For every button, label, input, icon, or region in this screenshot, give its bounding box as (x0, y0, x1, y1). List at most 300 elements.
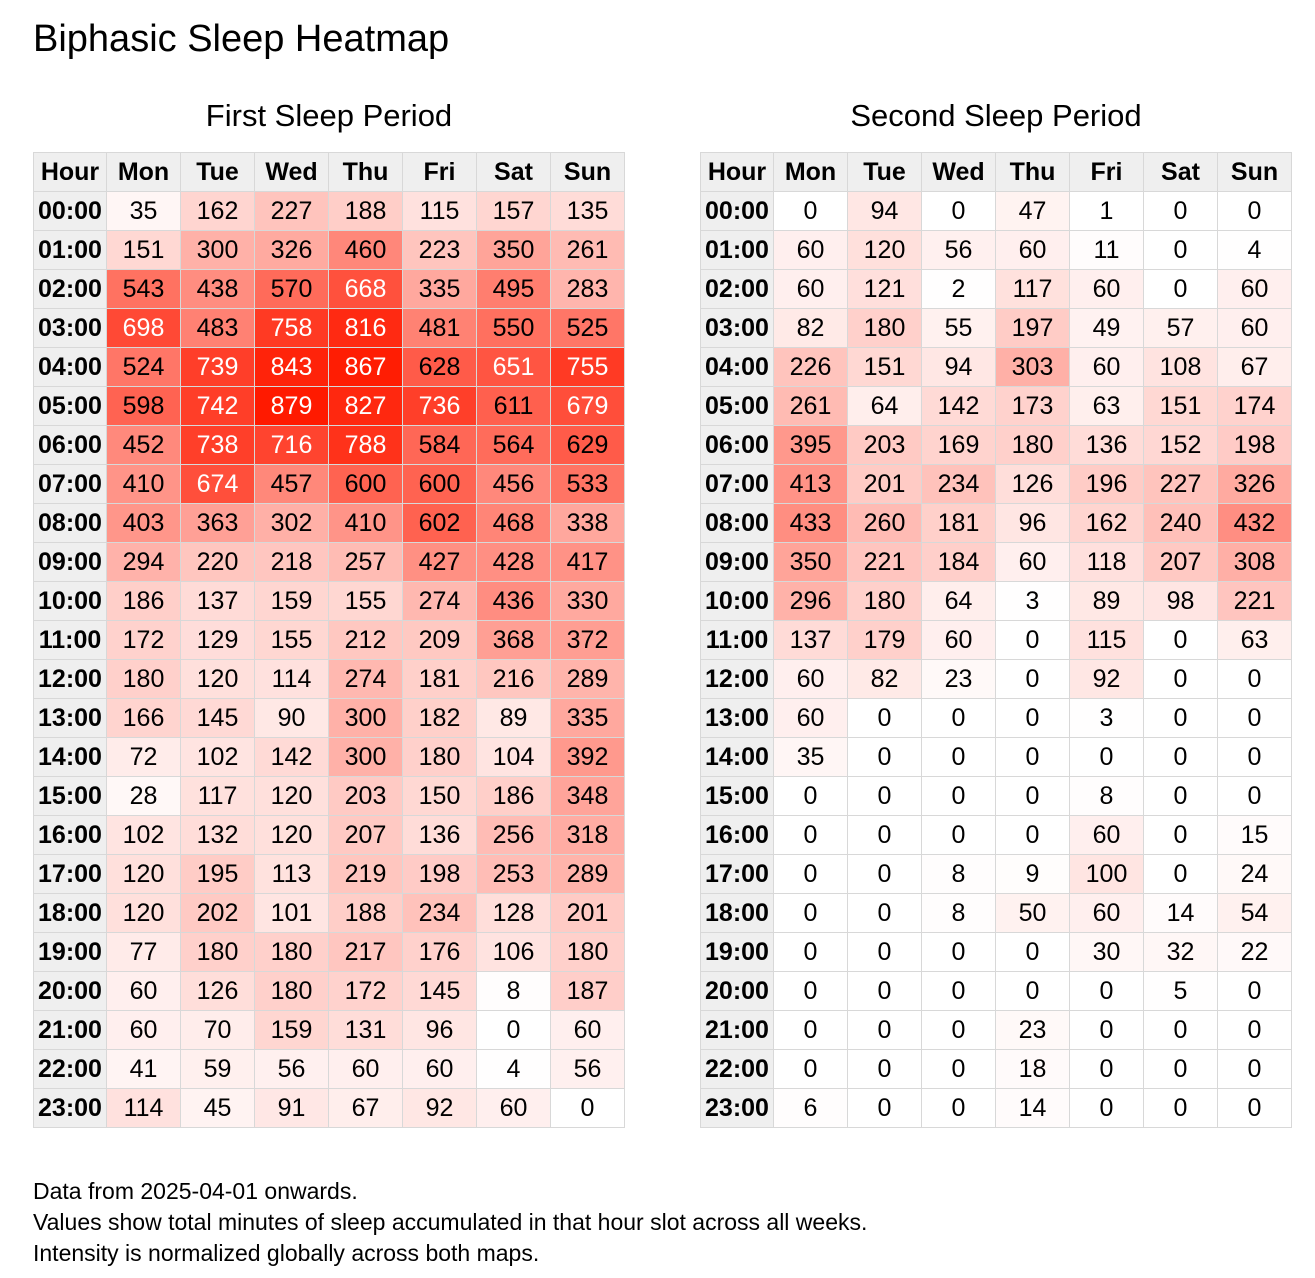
heatmap-cell: 460 (329, 231, 403, 270)
heatmap-cell: 274 (329, 660, 403, 699)
heatmap-cell: 136 (1070, 426, 1144, 465)
heatmap-cell: 0 (1218, 777, 1292, 816)
heatmap-cell: 2 (922, 270, 996, 309)
hour-row-label: 07:00 (34, 465, 107, 504)
heatmap-cell: 335 (403, 270, 477, 309)
heatmap-cell: 0 (848, 933, 922, 972)
heatmap-cell: 0 (848, 1089, 922, 1128)
heatmap-cell: 452 (107, 426, 181, 465)
heatmap-cell: 92 (1070, 660, 1144, 699)
heatmap-cell: 24 (1218, 855, 1292, 894)
heatmap-cell: 468 (477, 504, 551, 543)
heatmap-cell: 0 (1218, 1089, 1292, 1128)
heatmap-cell: 35 (107, 192, 181, 231)
heatmap-cell: 602 (403, 504, 477, 543)
hour-row (701, 543, 1292, 582)
heatmap-cell: 202 (181, 894, 255, 933)
heatmap-cell: 651 (477, 348, 551, 387)
heatmap-cell: 0 (1144, 855, 1218, 894)
heatmap-cell: 90 (255, 699, 329, 738)
heatmap-cell: 142 (255, 738, 329, 777)
hour-row (701, 192, 1292, 231)
heatmap-cell: 0 (848, 855, 922, 894)
heatmap-cell: 0 (848, 738, 922, 777)
heatmap-cell: 598 (107, 387, 181, 426)
hour-row (34, 192, 625, 231)
heatmap-cell: 100 (1070, 855, 1144, 894)
heatmap-cell: 308 (1218, 543, 1292, 582)
hour-row-label: 14:00 (34, 738, 107, 777)
hour-row (34, 1089, 625, 1128)
hour-row (34, 816, 625, 855)
hour-row-label: 20:00 (34, 972, 107, 1011)
heatmap-cell: 201 (551, 894, 625, 933)
hour-row-label: 10:00 (701, 582, 774, 621)
heatmap-cell: 181 (922, 504, 996, 543)
heatmap-cell: 102 (181, 738, 255, 777)
heatmap-cell: 600 (403, 465, 477, 504)
heatmap-cell: 180 (255, 972, 329, 1011)
heatmap-cell: 350 (477, 231, 551, 270)
hour-row (34, 933, 625, 972)
heatmap-cell: 162 (1070, 504, 1144, 543)
day-column-header: Tue (848, 153, 922, 192)
heatmap-cell: 0 (1144, 738, 1218, 777)
heatmap-cell: 92 (403, 1089, 477, 1128)
heatmap-cell: 60 (329, 1050, 403, 1089)
heatmap-cell: 289 (551, 660, 625, 699)
heatmap-cell: 126 (996, 465, 1070, 504)
heatmap-cell: 132 (181, 816, 255, 855)
heatmap-cell: 63 (1218, 621, 1292, 660)
heatmap-cell: 157 (477, 192, 551, 231)
heatmap-cell: 60 (996, 231, 1070, 270)
day-column-header: Sun (551, 153, 625, 192)
heatmap-cell: 120 (848, 231, 922, 270)
hour-row (701, 933, 1292, 972)
heatmap-cell: 151 (1144, 387, 1218, 426)
heatmap-cell: 180 (848, 582, 922, 621)
hour-row (701, 855, 1292, 894)
heatmap-cell: 180 (255, 933, 329, 972)
heatmap-cell: 0 (848, 894, 922, 933)
heatmap-cell: 564 (477, 426, 551, 465)
heatmap-cell: 94 (848, 192, 922, 231)
heatmap-cell: 413 (774, 465, 848, 504)
heatmap-cell: 0 (922, 933, 996, 972)
heatmap-cell: 0 (774, 972, 848, 1011)
heatmap-cell: 0 (774, 855, 848, 894)
hour-row-label: 07:00 (701, 465, 774, 504)
heatmap-cell: 162 (181, 192, 255, 231)
note-intensity: Intensity is normalized globally across both maps. (33, 1240, 540, 1266)
hour-row-label: 21:00 (34, 1011, 107, 1050)
heatmap-cell: 216 (477, 660, 551, 699)
heatmap-cell: 120 (255, 816, 329, 855)
heatmap-cell: 96 (403, 1011, 477, 1050)
heatmap-cell: 59 (181, 1050, 255, 1089)
heatmap-cell: 188 (329, 894, 403, 933)
heatmap-cell: 428 (477, 543, 551, 582)
heatmap-cell: 114 (255, 660, 329, 699)
hour-row (701, 894, 1292, 933)
heatmap-cell: 201 (848, 465, 922, 504)
heatmap-cell: 0 (1218, 1011, 1292, 1050)
hour-row-label: 08:00 (34, 504, 107, 543)
heatmap-cell: 114 (107, 1089, 181, 1128)
heatmap-cell: 60 (403, 1050, 477, 1089)
heatmap-cell: 173 (996, 387, 1070, 426)
heatmap-cell: 0 (848, 1050, 922, 1089)
heatmap-cell: 483 (181, 309, 255, 348)
heatmap-cell: 6 (774, 1089, 848, 1128)
heatmap-cell: 180 (107, 660, 181, 699)
hour-row (701, 738, 1292, 777)
hour-row (701, 426, 1292, 465)
heatmap-cell: 60 (996, 543, 1070, 582)
heatmap-cell: 63 (1070, 387, 1144, 426)
heatmap-cell: 28 (107, 777, 181, 816)
hour-row (34, 660, 625, 699)
heatmap-cell: 60 (1070, 816, 1144, 855)
heatmap-cell: 179 (848, 621, 922, 660)
heatmap-cell: 60 (107, 1011, 181, 1050)
heatmap-cell: 155 (255, 621, 329, 660)
heatmap-cell: 60 (1070, 894, 1144, 933)
heatmap-cell: 172 (329, 972, 403, 1011)
day-column-header: Sat (1144, 153, 1218, 192)
heatmap-cell: 0 (1144, 660, 1218, 699)
heatmap-cell: 67 (1218, 348, 1292, 387)
hour-row (34, 972, 625, 1011)
heatmap-cell: 827 (329, 387, 403, 426)
heatmap-cell: 716 (255, 426, 329, 465)
heatmap-cell: 14 (1144, 894, 1218, 933)
heatmap-cell: 50 (996, 894, 1070, 933)
heatmap-cell: 60 (774, 660, 848, 699)
hour-row-label: 01:00 (701, 231, 774, 270)
heatmap-cell: 47 (996, 192, 1070, 231)
heatmap-cell: 8 (922, 894, 996, 933)
heatmap-cell: 739 (181, 348, 255, 387)
heatmap-cell: 0 (774, 777, 848, 816)
heatmap-cell: 55 (922, 309, 996, 348)
heatmap-cell: 60 (922, 621, 996, 660)
heatmap-cell: 9 (996, 855, 1070, 894)
heatmap-cell: 184 (922, 543, 996, 582)
heatmap-cell: 129 (181, 621, 255, 660)
heatmap-cell: 629 (551, 426, 625, 465)
heatmap-cell: 348 (551, 777, 625, 816)
first-sleep-heatmap (33, 152, 625, 1128)
heatmap-cell: 0 (922, 1011, 996, 1050)
heatmap-cell: 67 (329, 1089, 403, 1128)
hour-row-label: 04:00 (701, 348, 774, 387)
heatmap-cell: 8 (477, 972, 551, 1011)
heatmap-cell: 180 (551, 933, 625, 972)
heatmap-cell: 261 (551, 231, 625, 270)
heatmap-cell: 410 (329, 504, 403, 543)
hour-row-label: 16:00 (34, 816, 107, 855)
heatmap-cell: 303 (996, 348, 1070, 387)
heatmap-cell: 0 (1218, 192, 1292, 231)
heatmap-cell: 180 (996, 426, 1070, 465)
heatmap-cell: 533 (551, 465, 625, 504)
heatmap-cell: 108 (1144, 348, 1218, 387)
heatmap-cell: 64 (922, 582, 996, 621)
heatmap-cell: 417 (551, 543, 625, 582)
heatmap-cell: 218 (255, 543, 329, 582)
hour-row (701, 621, 1292, 660)
hour-row-label: 09:00 (701, 543, 774, 582)
heatmap-cell: 60 (774, 270, 848, 309)
hour-row (34, 504, 625, 543)
heatmap-cell: 0 (774, 1050, 848, 1089)
heatmap-cell: 159 (255, 582, 329, 621)
hour-row-label: 17:00 (701, 855, 774, 894)
heatmap-cell: 223 (403, 231, 477, 270)
heatmap-cell: 60 (1070, 348, 1144, 387)
heatmap-cell: 102 (107, 816, 181, 855)
heatmap-cell: 18 (996, 1050, 1070, 1089)
day-column-header: Mon (107, 153, 181, 192)
heatmap-cell: 410 (107, 465, 181, 504)
heatmap-cell: 60 (477, 1089, 551, 1128)
heatmap-cell: 120 (107, 855, 181, 894)
heatmap-cell: 135 (551, 192, 625, 231)
hour-row-label: 13:00 (34, 699, 107, 738)
heatmap-cell: 427 (403, 543, 477, 582)
heatmap-cell: 137 (181, 582, 255, 621)
heatmap-cell: 182 (403, 699, 477, 738)
hour-row (701, 582, 1292, 621)
heatmap-cell: 219 (329, 855, 403, 894)
heatmap-cell: 117 (996, 270, 1070, 309)
note-values: Values show total minutes of sleep accumulated in that hour slot across all weeks. (33, 1209, 868, 1235)
hour-row (701, 699, 1292, 738)
heatmap-cell: 240 (1144, 504, 1218, 543)
hour-row-label: 12:00 (701, 660, 774, 699)
heatmap-cell: 738 (181, 426, 255, 465)
heatmap-cell: 257 (329, 543, 403, 582)
hour-row-label: 19:00 (34, 933, 107, 972)
heatmap-cell: 300 (181, 231, 255, 270)
heatmap-cell: 0 (848, 699, 922, 738)
hour-row (701, 777, 1292, 816)
heatmap-cell: 4 (1218, 231, 1292, 270)
heatmap-cell: 60 (1070, 270, 1144, 309)
heatmap-cell: 212 (329, 621, 403, 660)
heatmap-cell: 0 (1218, 1050, 1292, 1089)
day-column-header: Fri (403, 153, 477, 192)
heatmap-cell: 89 (477, 699, 551, 738)
hour-row (34, 621, 625, 660)
heatmap-cell: 104 (477, 738, 551, 777)
heatmap-cell: 56 (255, 1050, 329, 1089)
hour-row-label: 05:00 (701, 387, 774, 426)
hour-row (701, 1011, 1292, 1050)
heatmap-cell: 207 (1144, 543, 1218, 582)
heatmap-cell: 0 (1144, 699, 1218, 738)
heatmap-cell: 300 (329, 738, 403, 777)
heatmap-cell: 94 (922, 348, 996, 387)
heatmap-cell: 843 (255, 348, 329, 387)
heatmap-cell: 23 (996, 1011, 1070, 1050)
heatmap-cell: 0 (774, 816, 848, 855)
heatmap-cell: 392 (551, 738, 625, 777)
heatmap-cell: 14 (996, 1089, 1070, 1128)
heatmap-cell: 226 (774, 348, 848, 387)
heatmap-cell: 8 (1070, 777, 1144, 816)
heatmap-cell: 674 (181, 465, 255, 504)
heatmap-cell: 49 (1070, 309, 1144, 348)
heatmap-cell: 0 (1144, 270, 1218, 309)
heatmap-cell: 220 (181, 543, 255, 582)
hour-row-label: 23:00 (34, 1089, 107, 1128)
heatmap-cell: 0 (922, 1050, 996, 1089)
day-column-header: Thu (329, 153, 403, 192)
heatmap-cell: 0 (848, 1011, 922, 1050)
hour-row-label: 11:00 (34, 621, 107, 660)
heatmap-cell: 117 (181, 777, 255, 816)
hour-row (701, 270, 1292, 309)
heatmap-cell: 0 (922, 777, 996, 816)
heatmap-cell: 11 (1070, 231, 1144, 270)
heatmap-cell: 0 (1070, 1011, 1144, 1050)
heatmap-cell: 30 (1070, 933, 1144, 972)
hour-row-label: 15:00 (34, 777, 107, 816)
first-sleep-panel (33, 96, 625, 1128)
heatmap-cell: 98 (1144, 582, 1218, 621)
heatmap-cell: 0 (1144, 816, 1218, 855)
heatmap-cell: 0 (1070, 738, 1144, 777)
heatmap-cell: 180 (181, 933, 255, 972)
day-column-header: Sun (1218, 153, 1292, 192)
heatmap-cell: 3 (1070, 699, 1144, 738)
heatmap-cell: 22 (1218, 933, 1292, 972)
heatmap-cell: 217 (329, 933, 403, 972)
heatmap-cell: 120 (255, 777, 329, 816)
heatmap-cell: 70 (181, 1011, 255, 1050)
hour-row-label: 14:00 (701, 738, 774, 777)
hour-row-label: 23:00 (701, 1089, 774, 1128)
hour-row (701, 348, 1292, 387)
hour-row (34, 309, 625, 348)
hour-row (701, 972, 1292, 1011)
heatmap-cell: 432 (1218, 504, 1292, 543)
heatmap-cell: 5 (1144, 972, 1218, 1011)
hour-row (34, 777, 625, 816)
day-column-header: Tue (181, 153, 255, 192)
heatmap-cell: 456 (477, 465, 551, 504)
heatmap-cell: 82 (774, 309, 848, 348)
heatmap-cell: 438 (181, 270, 255, 309)
heatmap-cell: 679 (551, 387, 625, 426)
heatmap-cell: 260 (848, 504, 922, 543)
heatmap-cell: 0 (774, 894, 848, 933)
heatmap-cell: 126 (181, 972, 255, 1011)
hour-row (34, 348, 625, 387)
heatmap-cell: 525 (551, 309, 625, 348)
hour-row (34, 738, 625, 777)
heatmap-cell: 0 (996, 972, 1070, 1011)
heatmap-cell: 56 (922, 231, 996, 270)
hour-row-label: 05:00 (34, 387, 107, 426)
hour-row-label: 17:00 (34, 855, 107, 894)
heatmap-cell: 186 (477, 777, 551, 816)
hour-row (34, 582, 625, 621)
heatmap-cell: 136 (403, 816, 477, 855)
heatmap-cell: 234 (922, 465, 996, 504)
hour-row (34, 699, 625, 738)
heatmap-cell: 326 (255, 231, 329, 270)
heatmap-cell: 816 (329, 309, 403, 348)
heatmap-cell: 60 (1218, 309, 1292, 348)
heatmap-cell: 151 (107, 231, 181, 270)
hour-row-label: 02:00 (34, 270, 107, 309)
heatmap-cell: 330 (551, 582, 625, 621)
heatmap-cell: 221 (1218, 582, 1292, 621)
heatmap-cell: 221 (848, 543, 922, 582)
heatmap-cell: 0 (774, 1011, 848, 1050)
hour-row-label: 13:00 (701, 699, 774, 738)
heatmap-cell: 0 (848, 972, 922, 1011)
heatmap-cell: 115 (1070, 621, 1144, 660)
hour-row (34, 387, 625, 426)
heatmap-cell: 742 (181, 387, 255, 426)
heatmap-cell: 82 (848, 660, 922, 699)
heatmap-cell: 0 (1144, 231, 1218, 270)
heatmap-cell: 0 (922, 816, 996, 855)
heatmap-cell: 118 (1070, 543, 1144, 582)
heatmap-cell: 350 (774, 543, 848, 582)
day-column-header: Wed (922, 153, 996, 192)
heatmap-cell: 788 (329, 426, 403, 465)
heatmap-cell: 0 (1144, 1011, 1218, 1050)
heatmap-cell: 60 (107, 972, 181, 1011)
first-sleep-title: First Sleep Period (205, 98, 453, 133)
hour-row (34, 426, 625, 465)
heatmap-cell: 0 (1144, 1050, 1218, 1089)
heatmap-cell: 395 (774, 426, 848, 465)
heatmap-cell: 755 (551, 348, 625, 387)
heatmap-cell: 120 (107, 894, 181, 933)
hour-row-label: 20:00 (701, 972, 774, 1011)
hour-row-label: 00:00 (701, 192, 774, 231)
hour-row-label: 12:00 (34, 660, 107, 699)
heatmap-cell: 115 (403, 192, 477, 231)
heatmap-cell: 77 (107, 933, 181, 972)
heatmap-cell: 188 (329, 192, 403, 231)
hour-row-label: 11:00 (701, 621, 774, 660)
heatmap-cell: 0 (996, 816, 1070, 855)
hour-row-label: 04:00 (34, 348, 107, 387)
heatmap-cell: 600 (329, 465, 403, 504)
hour-row (34, 543, 625, 582)
heatmap-cell: 186 (107, 582, 181, 621)
day-column-header: Fri (1070, 153, 1144, 192)
heatmap-cell: 207 (329, 816, 403, 855)
heatmap-cell: 0 (477, 1011, 551, 1050)
hour-row (34, 855, 625, 894)
hour-row-label: 06:00 (701, 426, 774, 465)
heatmap-cell: 198 (403, 855, 477, 894)
heatmap-cell: 60 (1218, 270, 1292, 309)
heatmap-cell: 91 (255, 1089, 329, 1128)
heatmap-cell: 283 (551, 270, 625, 309)
heatmap-cell: 174 (1218, 387, 1292, 426)
heatmap-cell: 0 (922, 972, 996, 1011)
